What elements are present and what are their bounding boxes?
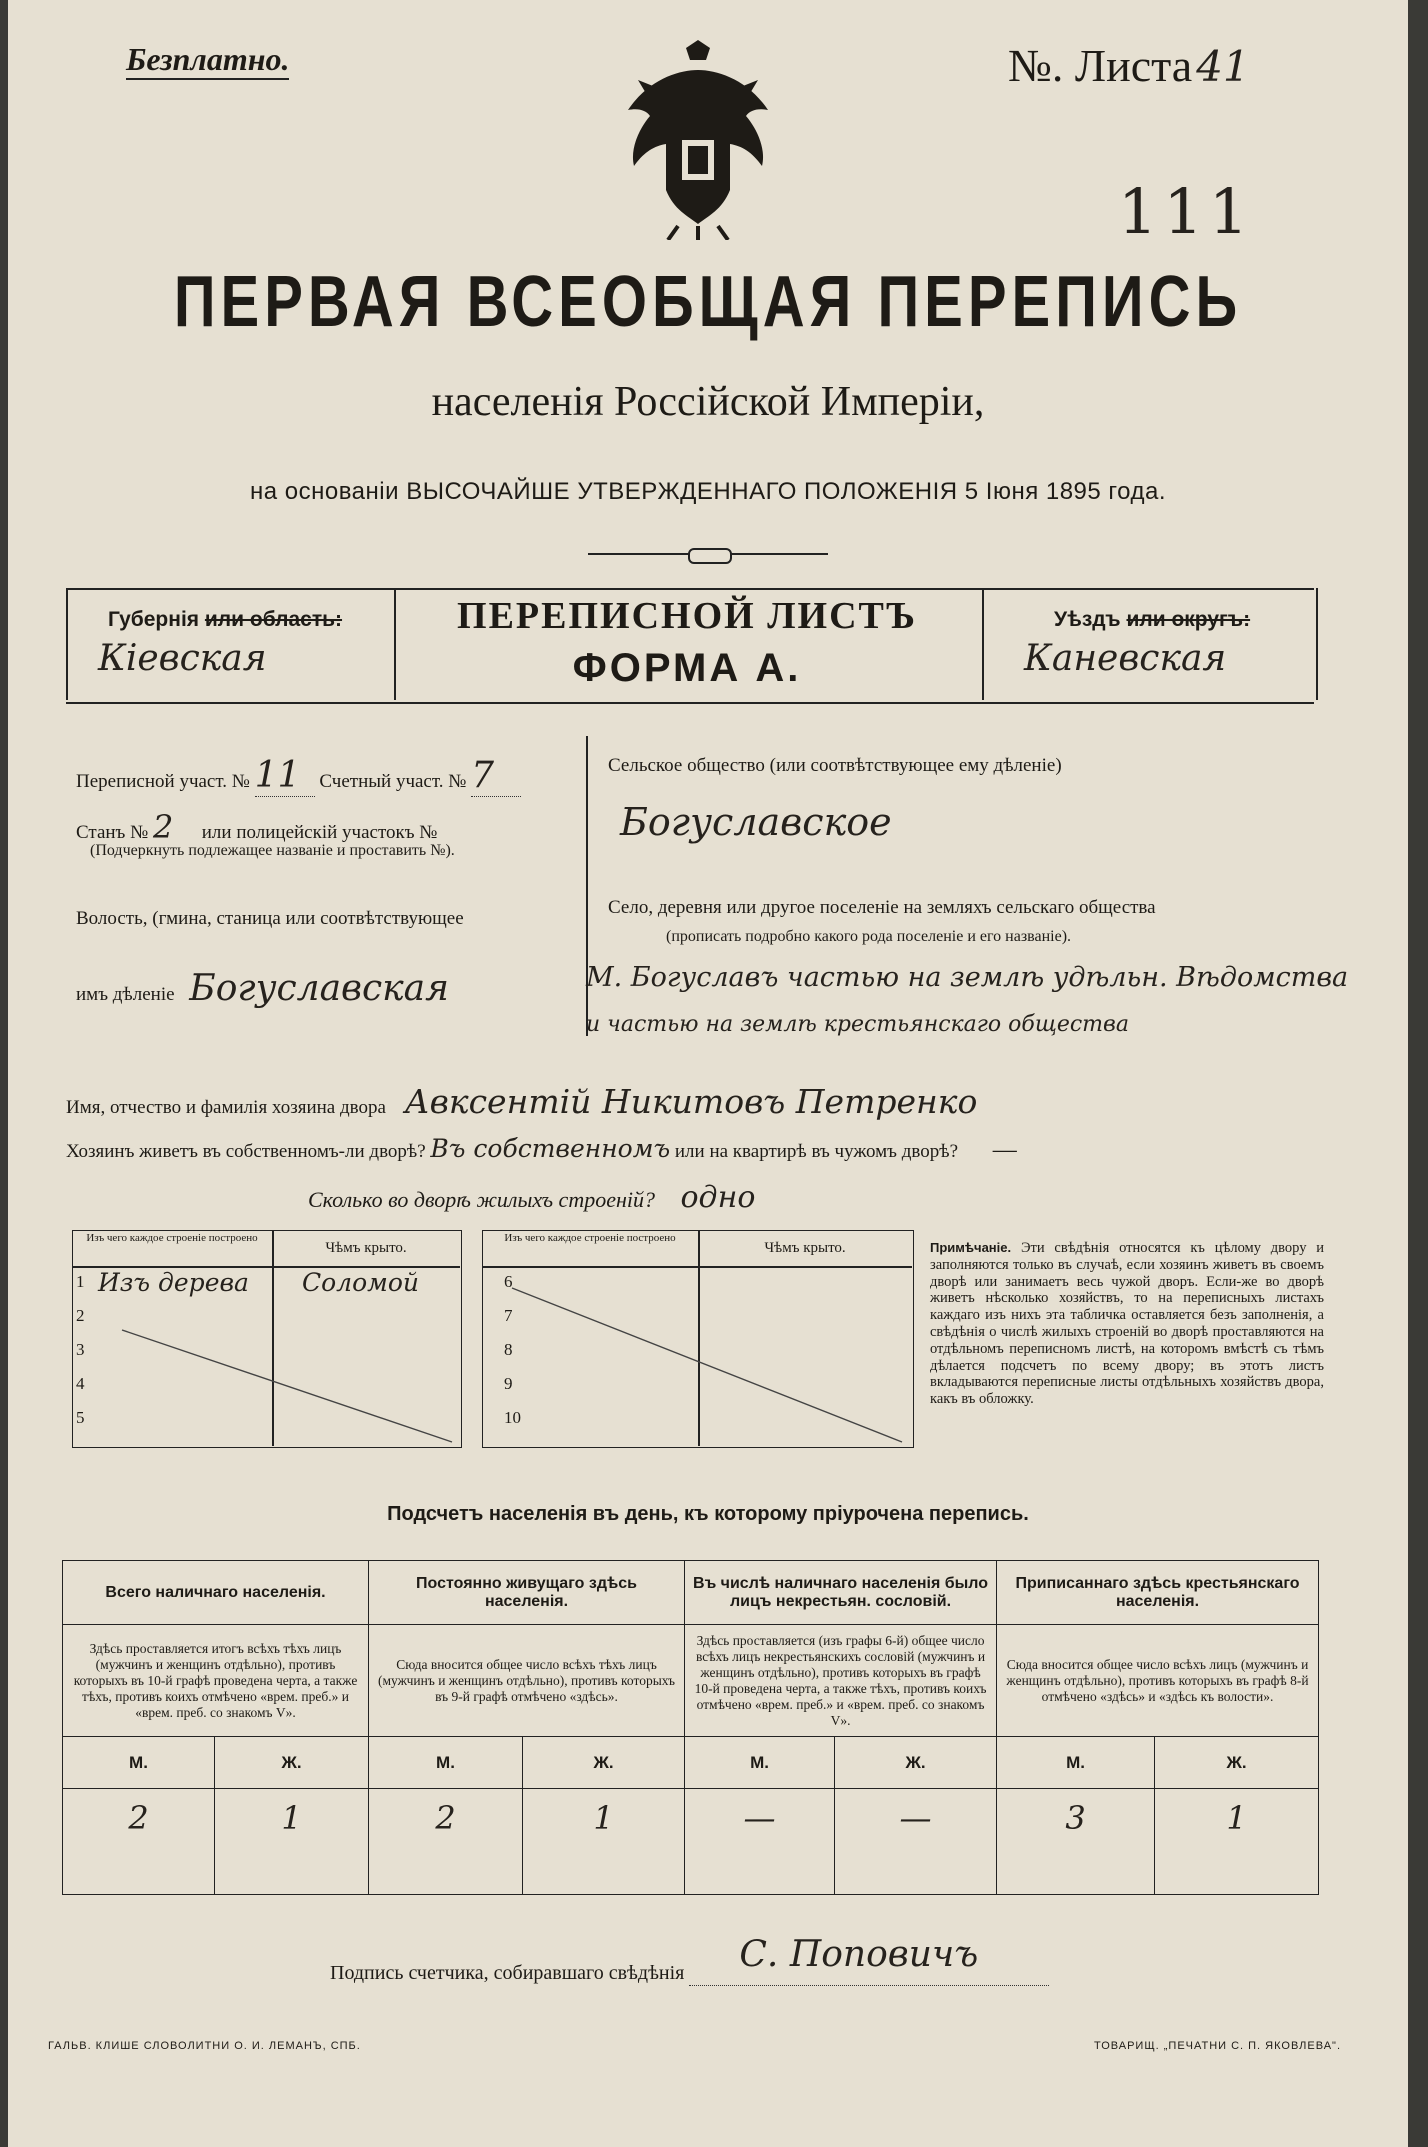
province-label: Губернія или область: [108,608,343,631]
count-group-header: Въ числѣ наличнаго населенія было лицъ некрестьян. сословій. [685,1561,997,1625]
signature-line: Подпись счетчика, собиравшаго свѣдѣнія С. Поповичъ [330,1962,1049,1986]
female-count-value: 1 [215,1789,369,1895]
male-count-value: — [685,1789,835,1895]
volost-label: Волость, (гмина, станица или соотвѣтствующее [76,908,464,929]
female-count-value: 1 [523,1789,685,1895]
count-group-description: Сюда вносится общее число всѣхъ тѣхъ лицъ (мужчинъ и женщинъ отдѣльно), противъ которыхъ въ 9-й графѣ отмѣчено «здѣсь». [369,1625,685,1737]
male-column-header: М. [997,1737,1155,1789]
volost-line: имъ дѣленіе Богуславская [76,968,449,1009]
sheet-number-value: 41 [1196,42,1250,91]
volost-value: Богуславская [189,968,449,1009]
buildings-count-line: Сколько во дворѣ жилыхъ строеній? одно [308,1180,756,1215]
male-column-header: М. [63,1737,215,1789]
counting-section-value: 7 [471,755,521,797]
female-column-header: Ж. [523,1737,685,1789]
form-letter: ФОРМА А. [572,646,802,690]
male-column-header: М. [369,1737,523,1789]
form-title: ПЕРЕПИСНОЙ ЛИСТЪ [457,595,917,637]
district-label: Уѣздъ или округъ: [1054,608,1251,631]
buildings-table [72,1230,912,1446]
district-cell [982,588,1318,700]
population-count-table [62,1560,1319,1895]
count-group-header: Всего наличнаго населенія. [63,1561,369,1625]
stan-note: (Подчеркнуть подлежащее названіе и проставить №). [90,842,455,859]
male-column-header: М. [685,1737,835,1789]
double-headed-eagle-emblem [608,40,788,240]
owner-line: Имя, отчество и фамилія хозяина двора Авксентій Никитовъ Петренко [66,1082,978,1121]
province-value: Кіевская [98,638,267,679]
main-title: ПЕРВАЯ ВСЕОБЩАЯ ПЕРЕПИСЬ [173,260,1243,343]
female-count-value: — [835,1789,997,1895]
count-group-header: Постоянно живущаго здѣсь населенія. [369,1561,685,1625]
count-group-description: Здѣсь проставляется (изъ графы 6-й) общее число всѣхъ лицъ некрестьянскихъ сословій (мужчинъ и женщинъ отдѣльно), противъ которыхъ въ графѣ 10-й проведена черта, а также тѣхъ, противъ коихъ отмѣчено «врем. преб.» и «врем. преб. со знакомъ V». [685,1625,997,1737]
building-1-material: Изъ дерева [98,1268,249,1297]
stan-value: 2 [153,808,174,846]
female-column-header: Ж. [215,1737,369,1789]
buildings-count-value: одно [680,1180,756,1215]
count-group-description: Сюда вносится общее число всѣхъ лицъ (мужчинъ и женщинъ отдѣльно), противъ которыхъ въ графѣ 8-й отмѣчено «здѣсь» и «здѣсь къ волости». [997,1625,1319,1737]
subtitle: населенія Россійской Имперіи, [431,379,985,425]
building-row-number: 6 [504,1272,513,1291]
count-group-header: Приписаннаго здѣсь крестьянскаго населенія. [997,1561,1319,1625]
male-count-value: 2 [369,1789,523,1895]
building-row-number: 5 [76,1408,85,1427]
census-section-value: 11 [255,755,315,797]
stan-line: Станъ № 2 или полицейскій участокъ № [76,808,438,846]
sheet-number [1008,40,1250,93]
building-row-number: 2 [76,1306,85,1325]
village-label: Село, деревня или другое поселеніе на земляхъ сельскаго общества [608,897,1156,918]
owner-value: Авксентій Никитовъ Петренко [404,1082,978,1121]
count-group-description: Здѣсь проставляется итогъ всѣхъ тѣхъ лицъ (мужчинъ и женщинъ отдѣльно), противъ которыхъ въ 10-й графѣ проведена черта, а также тѣхъ, противъ коихъ отмѣчено «врем. преб.» и «врем. преб. со знакомъ V». [63,1625,369,1737]
male-count-value: 2 [63,1789,215,1895]
residence-line: Хозяинъ живетъ въ собственномъ-ли дворѣ? Въ собственномъ или на квартирѣ въ чужомъ дворѣ? — [66,1134,1017,1163]
building-1-roof: Соломой [302,1268,420,1297]
footer-left: ГАЛЬВ. КЛИШЕ СЛОВОЛИТНИ О. И. ЛЕМАНЪ, СПБ. [48,2040,361,2052]
free-of-charge-label: Безплатно. [126,40,289,80]
material-header-right: Изъ чего каждое строеніе построено [504,1232,676,1244]
village-value-line1: М. Богуславъ частью на землѣ удѣльн. Вѣдомства [586,962,1349,993]
building-row-number: 1 [76,1272,85,1291]
building-row-number: 3 [76,1340,85,1359]
ornament-divider [588,548,828,560]
regulation-line: на основаніи ВЫСОЧАЙШЕ УТВЕРЖДЕННАГО ПОЛОЖЕНІЯ 5 Іюня 1895 года. [249,478,1166,505]
sheet-number-label: №. Листа [1008,40,1193,91]
footer-right: ТОВАРИЩ. „ПЕЧАТНИ С. П. ЯКОВЛЕВА". [1094,2040,1341,2052]
census-form-page [8,0,1408,2147]
building-row-number: 4 [76,1374,85,1393]
female-count-value: 1 [1155,1789,1319,1895]
note-text: Эти свѣдѣнія относятся къ цѣлому двору и заполняются только въ случаѣ, если хозяинъ живетъ въ своемъ дворѣ или занимаетъ весь чужой дворъ. Если-же во дворѣ живетъ нѣсколько хозяйствъ, то на переписныхъ листахъ каждаго изъ нихъ эта табличка оставляется безъ заполненія, а свѣдѣнія о числѣ жилыхъ строеній во дворѣ проставляются на отдѣльномъ переписномъ листѣ, на которомъ вмѣстѣ съ тѣмъ дѣлается подсчетъ по всему двору; въ этотъ листъ вкладываются переписные листы отдѣльныхъ хозяйствъ двора, какъ въ обложку. [930,1240,1325,1408]
census-section-line: Переписной участ. № 11 Счетный участ. № 7 [76,755,521,797]
roof-header-left: Чѣмъ крыто. [325,1240,407,1256]
male-count-value: 3 [997,1789,1155,1895]
material-header-left: Изъ чего каждое строеніе построено [86,1232,258,1244]
village-note: (прописать подробно какого рода поселеніе и его названіе). [666,928,1072,945]
community-label: Сельское общество (или соотвѣтствующее ему дѣленіе) [608,755,1062,776]
note-block [930,1240,1324,1408]
roof-header-right: Чѣмъ крыто. [764,1240,846,1256]
building-row-number: 9 [504,1374,513,1393]
strike-through-lines [72,1230,912,1446]
female-column-header: Ж. [835,1737,997,1789]
community-value: Богуславское [620,800,892,844]
village-value-line2: и частью на землѣ крестьянскаго общества [586,1012,1129,1037]
female-column-header: Ж. [1155,1737,1319,1789]
province-cell [66,588,396,700]
building-row-number: 8 [504,1340,513,1359]
signature-value: С. Поповичъ [739,1934,979,1975]
pencil-mark: 111 [1118,175,1255,248]
building-row-number: 7 [504,1306,513,1325]
district-value: Каневская [1024,638,1227,679]
population-count-title: Подсчетъ населенія въ день, къ которому пріурочена перепись. [387,1503,1029,1525]
note-head: Примѣчаніе. [930,1240,1012,1255]
building-row-number: 10 [504,1408,521,1427]
residence-value: Въ собственномъ [430,1134,671,1163]
